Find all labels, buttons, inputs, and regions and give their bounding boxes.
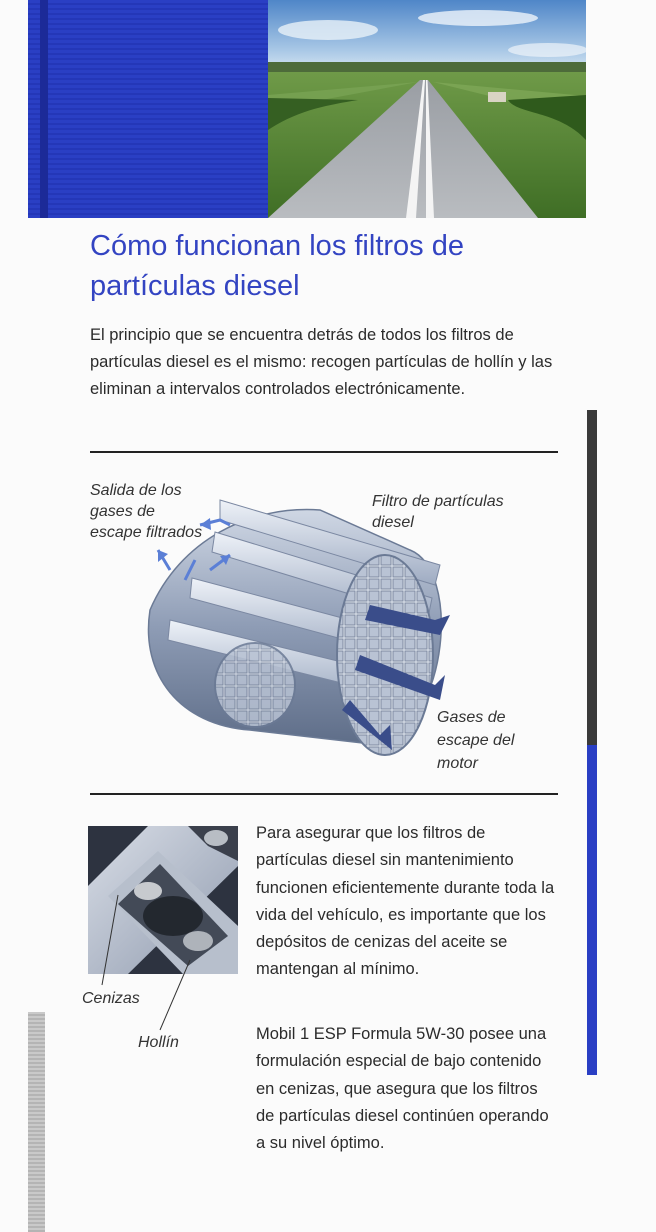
maintenance-paragraph: Para asegurar que los filtros de partículas diesel sin mantenimiento funcionen eficientemente durante toda la vida del vehículo, es importante que los depósitos de cenizas del aceite se mantengan al mínimo. <box>256 824 555 979</box>
page-edge-dark <box>587 410 597 745</box>
outlet-gases-label: Salida de los gases de escape filtrados <box>90 482 203 541</box>
soot-label: Hollín <box>138 1034 179 1051</box>
page-edge-blue <box>587 745 597 1075</box>
ash-label: Cenizas <box>82 990 140 1007</box>
ash-soot-photo <box>88 826 238 974</box>
intro-paragraph: El principio que se encuentra detrás de todos los filtros de partículas diesel es el mismo: recogen partículas de hollín y las eliminan a intervalos controlados electrónicamente. <box>90 326 553 398</box>
inlet-gases-label: Gases de escape del motor <box>437 709 515 772</box>
page-edge-gray <box>28 1012 45 1232</box>
divider-bottom <box>90 793 558 795</box>
filter-label: Filtro de partículas diesel <box>372 493 504 531</box>
road-photo <box>268 0 586 218</box>
blue-header-band <box>28 0 268 218</box>
mobil1-paragraph: Mobil 1 ESP Formula 5W-30 posee una formulación especial de bajo contenido en cenizas, que asegura que los filtros de partículas diesel continúen operando a su nivel óptimo. <box>256 1025 549 1153</box>
divider-top <box>90 451 558 453</box>
page-title: Cómo funcionan los filtros de partículas diesel <box>90 230 464 302</box>
blue-band-fold <box>40 0 48 218</box>
